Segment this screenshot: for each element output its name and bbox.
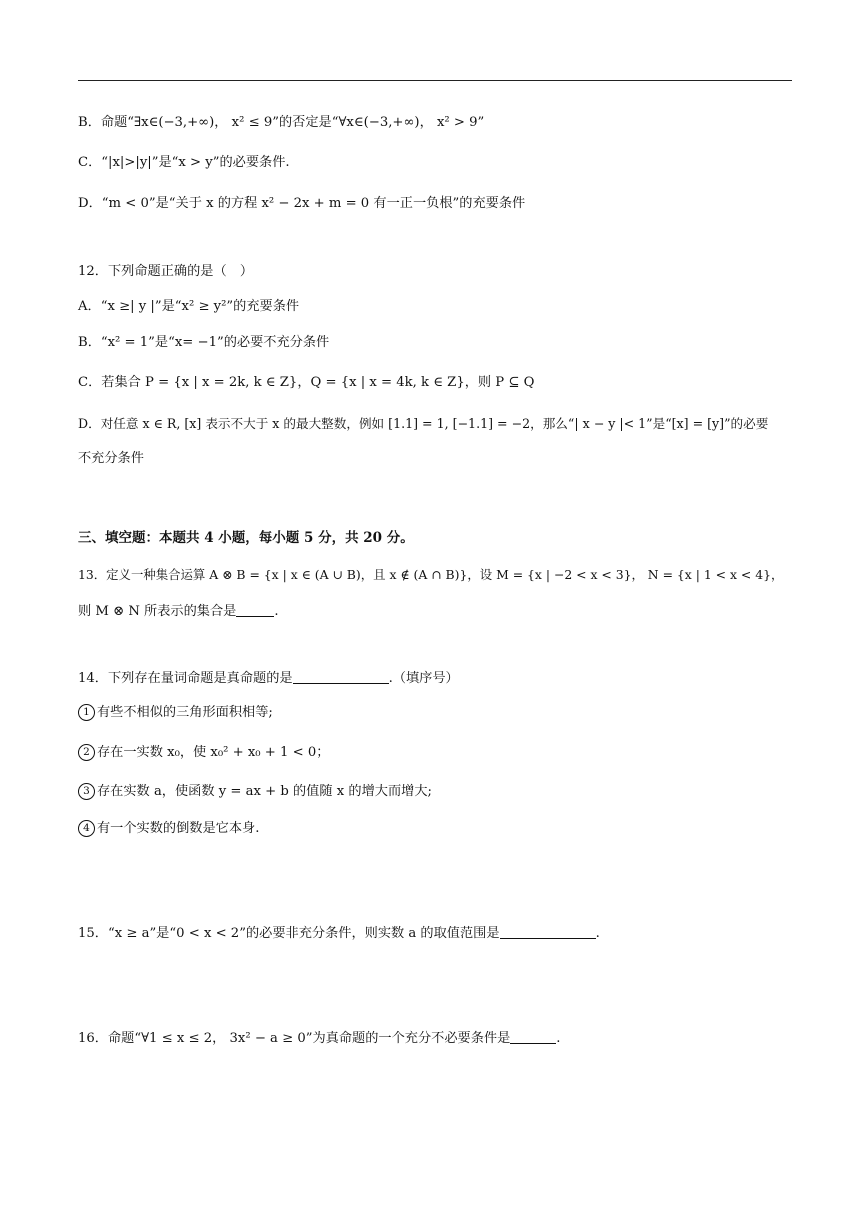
- q16: [78, 1029, 561, 1049]
- q11-option-d: D．“m < 0”是“关于 x 的方程 x² − 2x + m = 0 有一正一负根”的充要条件: [78, 196, 526, 211]
- q14-item-1-text: 有些不相似的三角形面积相等;: [97, 705, 273, 720]
- q14-item-4: [78, 819, 259, 839]
- q13-prompt: 则 M ⊗ N 所表示的集合是: [78, 604, 237, 619]
- q12-stem: 12．下列命题正确的是（ ）: [78, 264, 254, 279]
- q15: [78, 924, 600, 944]
- q12-option-a: A．“x ≥| y |”是“x² ≥ y²”的充要条件: [78, 299, 300, 314]
- q11-option-b: B．命题“∃x∈(−3,+∞)， x² ≤ 9”的否定是“∀x∈(−3,+∞)， x² > 9”: [78, 115, 485, 130]
- q15-period: .: [595, 926, 600, 941]
- q12-option-b: B．“x² = 1”是“x= −1”的必要不充分条件: [78, 335, 330, 350]
- q14-item-1: [78, 703, 273, 723]
- circled-number-4: 4: [78, 820, 95, 837]
- q14-item-4-text: 有一个实数的倒数是它本身.: [97, 821, 260, 836]
- section-title-fill-in: 三、填空题：本题共 4 小题，每小题 5 分，共 20 分。: [78, 530, 414, 546]
- q14-stem: [78, 669, 459, 689]
- q14-prompt: 14．下列存在量词命题是真命题的是: [78, 671, 293, 686]
- q12-option-d-continued: 不充分条件: [78, 451, 144, 466]
- q15-prompt: 15．“x ≥ a”是“0 < x < 2”的必要非充分条件，则实数 a 的取值范围是: [78, 926, 500, 941]
- q11-option-c: C．“|x|>|y|”是“x > y”的必要条件.: [78, 155, 290, 170]
- q12-option-d: D．对任意 x ∈ R, [x] 表示不大于 x 的最大整数，例如 [1.1] = 1, [−1.1] = −2，那么“| x − y |< 1”是“[x] = [y]”的必要: [78, 416, 769, 431]
- circled-number-1: 1: [78, 704, 95, 721]
- q16-answer-blank[interactable]: [510, 1029, 556, 1044]
- circled-number-2: 2: [78, 744, 95, 761]
- q14-hint: .（填序号）: [388, 671, 459, 686]
- q13-line1: 13．定义一种集合运算 A ⊗ B = {x | x ∈ (A ∪ B)，且 x ∉ (A ∩ B)}，设 M = {x | −2 < x < 3}， N = {x | 1 < x < 4}，: [78, 567, 784, 582]
- q13-answer-blank[interactable]: [236, 602, 274, 617]
- q14-answer-blank[interactable]: [293, 669, 389, 684]
- q16-period: .: [556, 1031, 561, 1046]
- header-rule: [78, 80, 792, 81]
- q14-item-2: [78, 743, 329, 763]
- q13-period: .: [274, 604, 279, 619]
- q15-answer-blank[interactable]: [500, 924, 596, 939]
- circled-number-3: 3: [78, 783, 95, 800]
- q12-option-c: C．若集合 P = {x | x = 2k, k ∈ Z}，Q = {x | x = 4k, k ∈ Z}，则 P ⊆ Q: [78, 375, 535, 390]
- q16-prompt: 16．命题“∀1 ≤ x ≤ 2， 3x² − a ≥ 0”为真命题的一个充分不必要条件是: [78, 1031, 511, 1046]
- q14-item-2-text: 存在一实数 x₀，使 x₀² + x₀ + 1 < 0；: [97, 745, 330, 760]
- q13-line2: [78, 602, 279, 622]
- q14-item-3-text: 存在实数 a，使函数 y = ax + b 的值随 x 的增大而增大;: [97, 784, 432, 799]
- q14-item-3: [78, 782, 432, 802]
